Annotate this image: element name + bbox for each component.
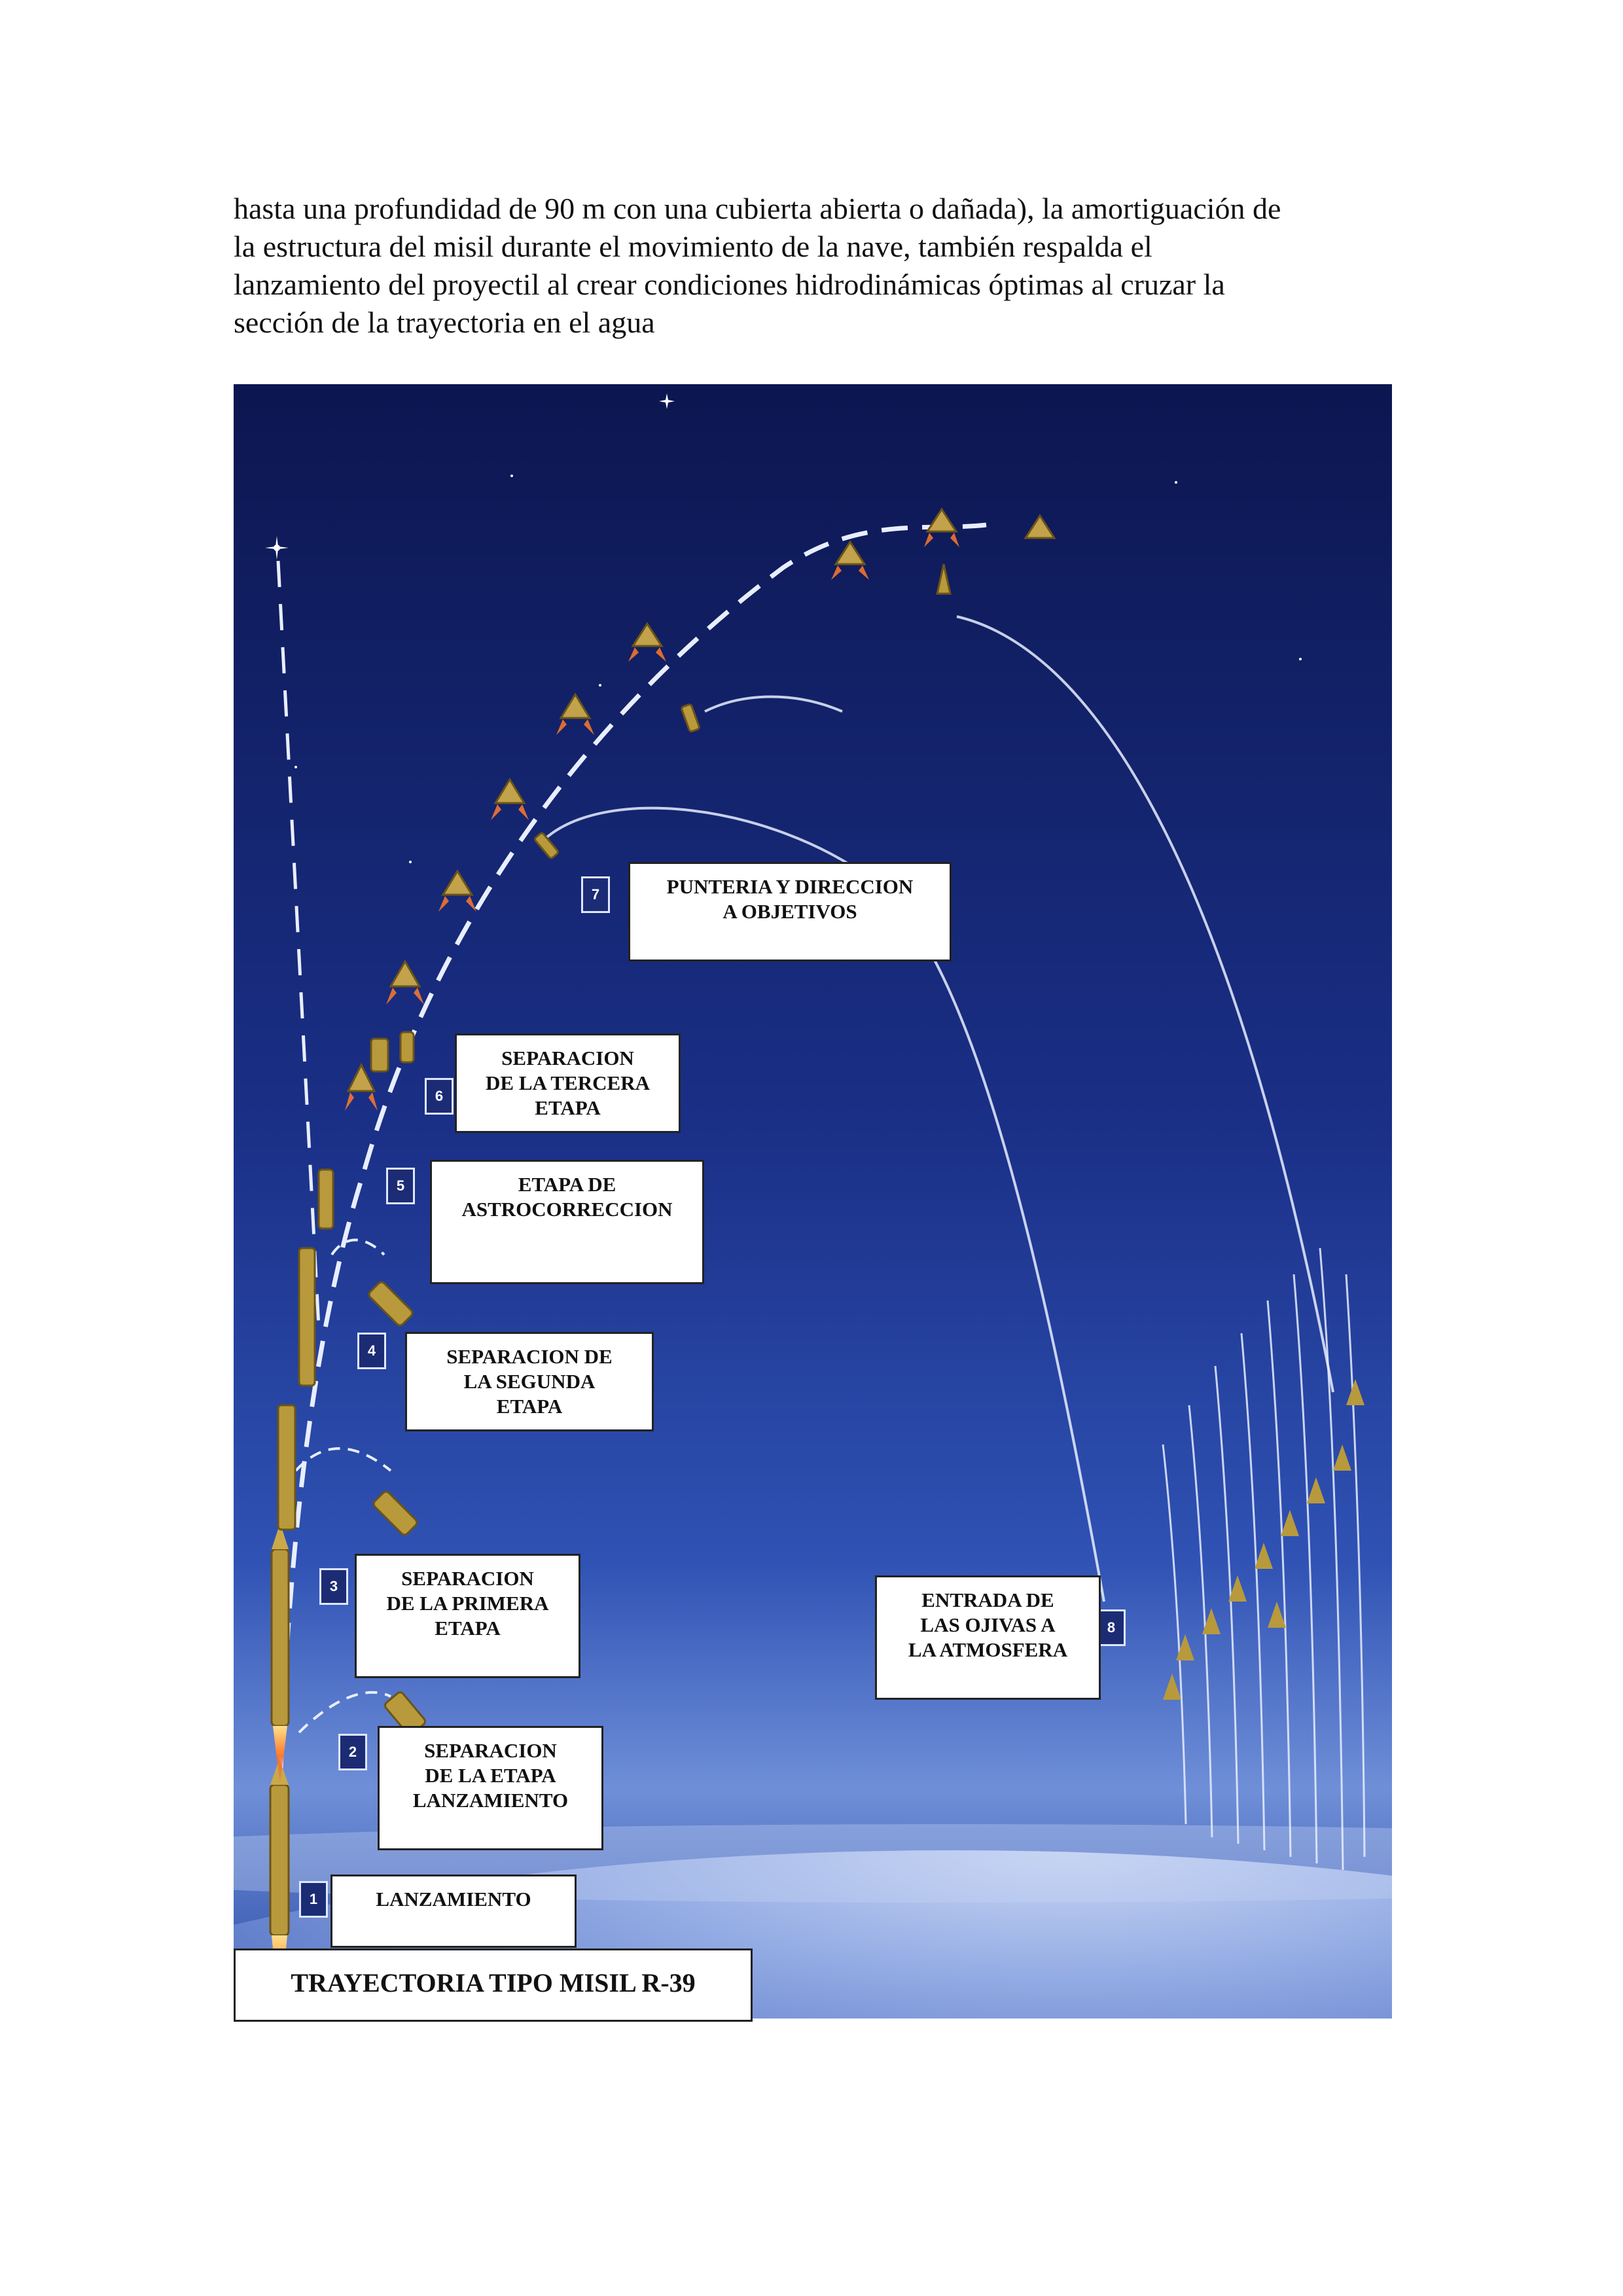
step-label-8 (875, 1575, 1101, 1700)
paragraph-line-1: hasta una profundidad de 90 m con una cubierta abierta o dañada), la amortiguación de (234, 192, 1281, 225)
body-paragraph (234, 190, 1399, 342)
step-label-2-text: SEPARACION DE LA ETAPA LANZAMIENTO (412, 1739, 569, 1812)
step-label-4-text: SEPARACION DE LA SEGUNDA ETAPA (446, 1345, 613, 1418)
paragraph-line-3: lanzamiento del proyectil al crear condiciones hidrodinámicas óptimas al cruzar la (234, 268, 1225, 301)
step-badge-5: 5 (386, 1168, 415, 1204)
step-label-6-text: SEPARACION DE LA TERCERA ETAPA (486, 1047, 650, 1119)
step-badge-1: 1 (299, 1881, 328, 1918)
step-label-1-text: LANZAMIENTO (376, 1888, 531, 1910)
step-badge-4: 4 (357, 1333, 386, 1369)
trajectory-illustration (234, 384, 1392, 2018)
step-label-4 (405, 1332, 654, 1431)
step-label-2 (378, 1726, 603, 1850)
step-badge-2: 2 (338, 1734, 367, 1770)
step-label-5 (430, 1160, 704, 1284)
step-label-3-text: SEPARACION DE LA PRIMERA ETAPA (386, 1567, 549, 1640)
step-badge-8: 8 (1097, 1609, 1126, 1646)
step-label-7-text: PUNTERIA Y DIRECCION A OBJETIVOS (666, 875, 914, 923)
paragraph-line-2: la estructura del misil durante el movimiento de la nave, también respalda el (234, 230, 1152, 263)
step-label-3 (355, 1554, 580, 1678)
step-label-6 (455, 1033, 681, 1133)
step-badge-7: 7 (581, 876, 610, 913)
step-badge-3: 3 (319, 1568, 348, 1605)
step-label-8-text: ENTRADA DE LAS OJIVAS A LA ATMOSFERA (908, 1588, 1068, 1661)
paragraph-line-4: sección de la trayectoria en el agua (234, 306, 655, 339)
step-label-7 (628, 862, 952, 961)
step-label-5-text: ETAPA DE ASTROCORRECCION (461, 1173, 673, 1221)
step-badge-6: 6 (425, 1078, 454, 1115)
figure-title: TRAYECTORIA TIPO MISIL R-39 (234, 1948, 753, 2022)
step-label-1 (330, 1874, 577, 1948)
